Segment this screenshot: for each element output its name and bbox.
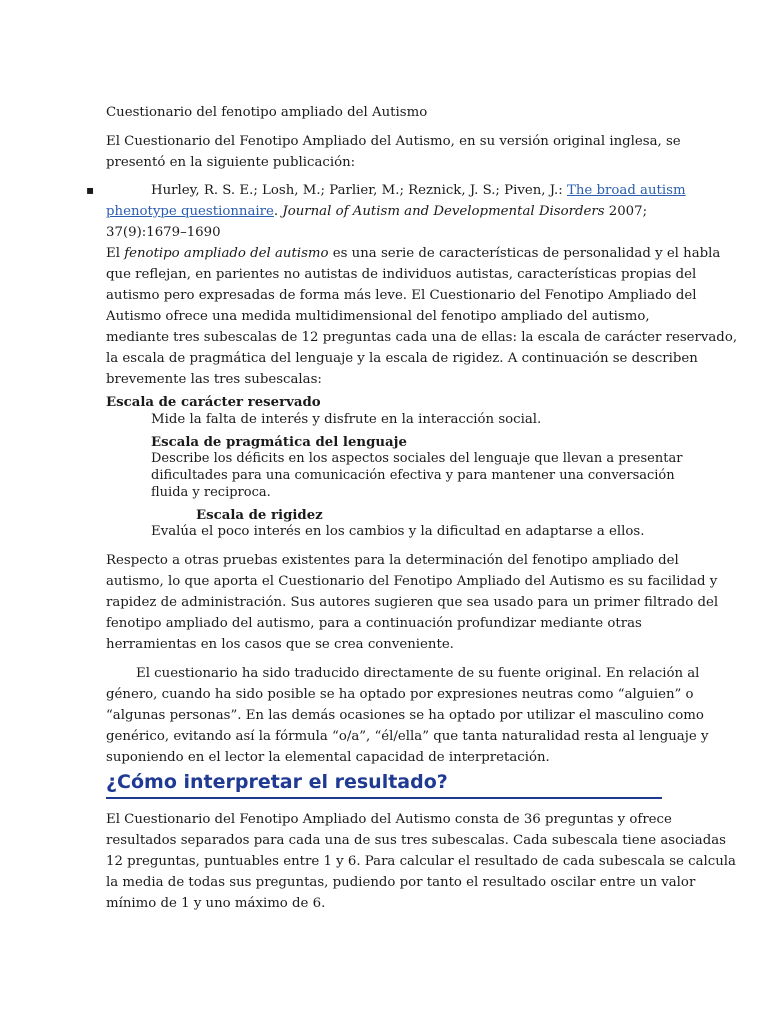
para1-line-3: autismo pero expresadas de forma más leve. El Cuestionario del Fenotipo Ampliado del: [106, 288, 697, 303]
scale-2-name: Escala de pragmática del lenguaje: [151, 435, 407, 450]
para4-line-3: 12 preguntas, puntuables entre 1 y 6. Para calcular el resultado de cada subescala se calcula: [106, 854, 736, 869]
scale-3-name: Escala de rigidez: [196, 508, 323, 523]
scale-1-desc: Mide la falta de interés y disfrute en la interacción social.: [151, 412, 542, 427]
para4-line-4: la media de todas sus preguntas, pudiendo por tanto el resultado oscilar entre un valor: [106, 875, 696, 890]
para2-line-5: herramientas en los casos que se crea conveniente.: [106, 637, 454, 652]
para1-line-1: [106, 243, 720, 264]
section-heading: ¿Cómo interpretar el resultado?: [106, 771, 448, 793]
para2-line-3: rapidez de administración. Sus autores sugieren que sea usado para un primer filtrado del: [106, 595, 719, 610]
para1-line-5: mediante tres subescalas de 12 preguntas cada una de ellas: la escala de carácter reservado,: [106, 330, 738, 345]
scale-2-desc-3: fluida y reciproca.: [151, 485, 271, 500]
para3-line-1: El cuestionario ha sido traducido directamente de su fuente original. En relación al: [136, 666, 700, 681]
document-title: Cuestionario del fenotipo ampliado del Autismo: [106, 105, 428, 120]
para1-line-6: la escala de pragmática del lenguaje y la escala de rigidez. A continuación se describen: [106, 351, 698, 366]
reference-dot: .: [273, 204, 279, 219]
para4-line-5: mínimo de 1 y uno máximo de 6.: [106, 896, 326, 911]
para3-line-4: genérico, evitando así la fórmula “o/a”, “él/ella” que tanta naturalidad resta al lenguaje y: [106, 729, 709, 744]
para2-line-4: fenotipo ampliado del autismo, para a continuación profundizar mediante otras: [106, 616, 642, 631]
para2-line-1: Respecto a otras pruebas existentes para la determinación del fenotipo ampliado del: [106, 553, 679, 568]
para4-line-2: resultados separados para cada una de sus tres subescalas. Cada subescala tiene asociadas: [106, 833, 726, 848]
para2-line-2: autismo, lo que aporta el Cuestionario del Fenotipo Ampliado del Autismo es su facilidad y: [106, 574, 718, 589]
para1-line-4: Autismo ofrece una medida multidimensional del fenotipo ampliado del autismo,: [106, 309, 650, 324]
reference-line-2: [106, 201, 647, 222]
para3-line-3: “algunas personas”. En las demás ocasiones se ha optado por utilizar el masculino como: [106, 708, 704, 723]
para1-line-7: brevemente las tres subescalas:: [106, 372, 322, 387]
scale-2-desc-1: Describe los déficits en los aspectos sociales del lenguaje que llevan a presentar: [151, 451, 683, 466]
heading-underline: [106, 797, 662, 799]
para4-line-1: El Cuestionario del Fenotipo Ampliado del Autismo consta de 36 preguntas y ofrece: [106, 812, 672, 827]
reference-year: 2007;: [608, 204, 648, 219]
para1-italic-term: fenotipo ampliado del autismo: [124, 246, 329, 261]
intro-line-1: El Cuestionario del Fenotipo Ampliado del Autismo, en su versión original inglesa, se: [106, 134, 681, 149]
reference-line-1: [151, 180, 686, 201]
reference-link-part2[interactable]: phenotype questionnaire: [106, 204, 274, 219]
para1-lead-rest: es una serie de características de personalidad y el habla: [332, 246, 721, 261]
scale-3-desc: Evalúa el poco interés en los cambios y la dificultad en adaptarse a ellos.: [151, 524, 645, 539]
reference-authors: Hurley, R. S. E.; Losh, M.; Parlier, M.; Reznick, J. S.; Piven, J.:: [151, 183, 563, 198]
reference-pages: 37(9):1679–1690: [106, 225, 221, 240]
scale-1-name: Escala de carácter reservado: [106, 395, 321, 410]
reference-link-part1[interactable]: The broad autism: [566, 183, 686, 198]
para1-lead: El: [106, 246, 120, 261]
scale-2-desc-2: dificultades para una comunicación efectiva y para mantener una conversación: [151, 468, 675, 483]
bullet-marker: ▪: [86, 183, 95, 197]
para3-line-2: género, cuando ha sido posible se ha optado por expresiones neutras como “alguien” o: [106, 687, 694, 702]
intro-line-2: presentó en la siguiente publicación:: [106, 155, 356, 170]
para3-line-5: suponiendo en el lector la elemental capacidad de interpretación.: [106, 750, 550, 765]
para1-line-2: que reflejan, en parientes no autistas de individuos autistas, características propias del: [106, 267, 697, 282]
reference-journal: Journal of Autism and Developmental Disorders: [282, 204, 605, 219]
